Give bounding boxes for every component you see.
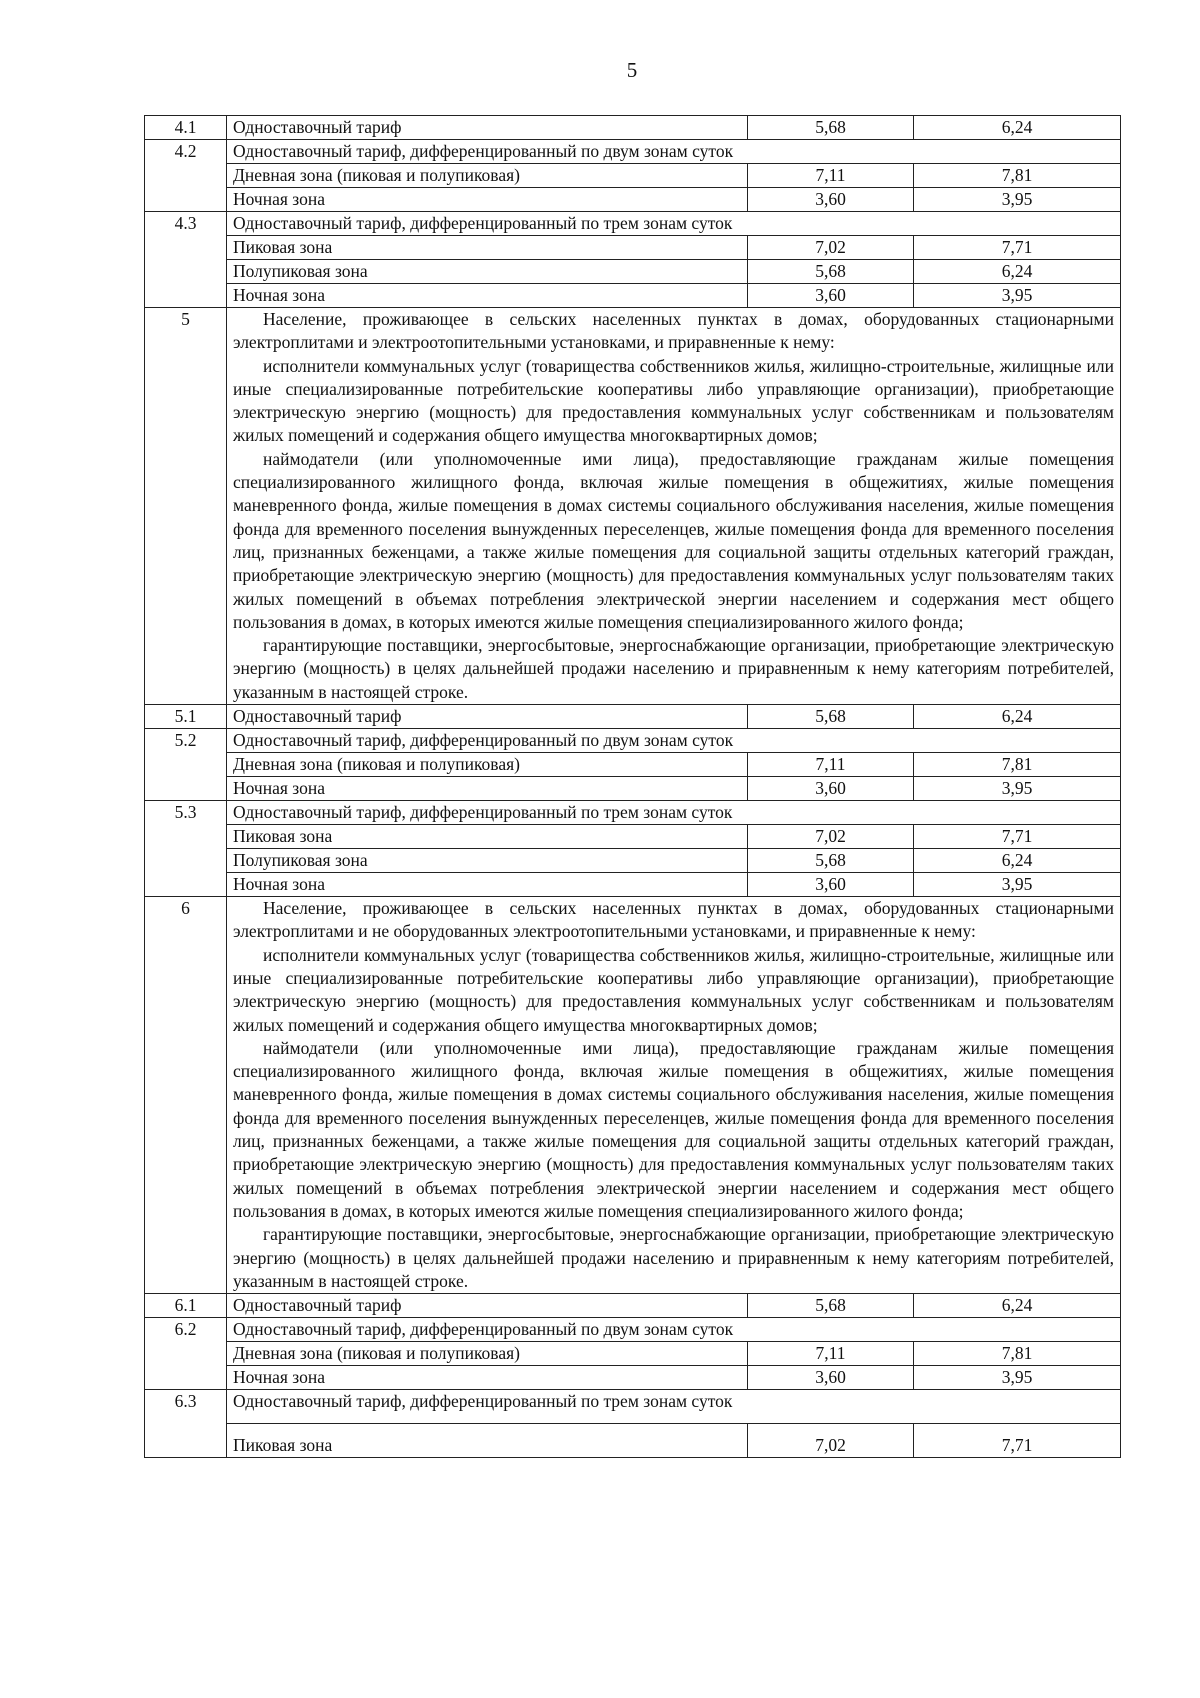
- table-row: [145, 801, 1121, 825]
- row-label: Одноставочный тариф, дифференцированный по двум зонам суток: [227, 140, 1121, 164]
- value-col2: 6,24: [914, 705, 1121, 729]
- value-col1: 5,68: [748, 116, 914, 140]
- value-col1: 5,68: [748, 849, 914, 873]
- value-col2: 7,81: [914, 1342, 1121, 1366]
- paragraph: исполнители коммунальных услуг (товарищества собственников жилья, жилищно-строительные, жилищные или иные специализированные потребительские кооперативы либо управляющие организации), приобретающие электрическую энергию (мощность) для предоставления коммунальных услуг собственникам и пользователям жилых помещений и содержания общего имущества многоквартирных домов;: [233, 355, 1114, 446]
- value-col1: 7,11: [748, 1342, 914, 1366]
- value-col2: 3,95: [914, 188, 1121, 212]
- value-col2: 6,24: [914, 849, 1121, 873]
- table-row: [145, 849, 1121, 873]
- row-number: 5.1: [145, 705, 227, 729]
- value-col2: 3,95: [914, 284, 1121, 308]
- table-row: [145, 705, 1121, 729]
- table-row: [145, 140, 1121, 164]
- page-number: 5: [626, 58, 638, 82]
- value-col1: 3,60: [748, 777, 914, 801]
- row-label: Полупиковая зона: [227, 849, 748, 873]
- row-label: Ночная зона: [227, 1366, 748, 1390]
- table-row: [145, 284, 1121, 308]
- table-row: [145, 212, 1121, 236]
- value-col1: 3,60: [748, 873, 914, 897]
- table-row: [145, 1294, 1121, 1318]
- value-col2: 6,24: [914, 1294, 1121, 1318]
- row-label: Одноставочный тариф: [227, 1294, 748, 1318]
- table-row: [145, 897, 1121, 1294]
- value-col2: 6,24: [914, 116, 1121, 140]
- value-col1: 7,02: [748, 825, 914, 849]
- table-row: [145, 873, 1121, 897]
- row-number: 4.3: [145, 212, 227, 308]
- value-col1: 7,11: [748, 753, 914, 777]
- value-col2: 6,24: [914, 260, 1121, 284]
- table-row: [145, 1366, 1121, 1390]
- row-number: 4.1: [145, 116, 227, 140]
- row-label: Полупиковая зона: [227, 260, 748, 284]
- table-row: [145, 1390, 1121, 1424]
- value-col1: 5,68: [748, 705, 914, 729]
- row-label: Ночная зона: [227, 284, 748, 308]
- row-label: Ночная зона: [227, 777, 748, 801]
- value-col2: 3,95: [914, 1366, 1121, 1390]
- row-number: 6.3: [145, 1390, 227, 1458]
- value-col1: 7,02: [748, 236, 914, 260]
- table-row: [145, 1424, 1121, 1458]
- table-row: [145, 1342, 1121, 1366]
- value-col1: 3,60: [748, 284, 914, 308]
- row-label: Одноставочный тариф, дифференцированный по двум зонам суток: [227, 1318, 1121, 1342]
- row-label: Пиковая зона: [227, 825, 748, 849]
- tariff-table: [144, 115, 1121, 1458]
- value-col2: 7,81: [914, 753, 1121, 777]
- paragraph: гарантирующие поставщики, энергосбытовые, энергоснабжающие организации, приобретающие электрическую энергию (мощность) в целях дальнейшей продажи населению и приравненным к нему категориям потребителей, указанным в настоящей строке.: [233, 635, 1114, 702]
- row-label: Ночная зона: [227, 873, 748, 897]
- table-row: [145, 729, 1121, 753]
- row-number: 4.2: [145, 140, 227, 212]
- value-col2: 7,81: [914, 164, 1121, 188]
- row-label: Дневная зона (пиковая и полупиковая): [227, 164, 748, 188]
- table-row: [145, 777, 1121, 801]
- table-row: [145, 308, 1121, 705]
- row-number: 6.2: [145, 1318, 227, 1390]
- value-col1: 5,68: [748, 260, 914, 284]
- row-label: Пиковая зона: [227, 236, 748, 260]
- value-col1: 7,02: [748, 1424, 914, 1458]
- section-description: [227, 308, 1121, 705]
- paragraph: Население, проживающее в сельских населенных пунктах в домах, оборудованных стационарными электроплитами и не оборудованных электроотопительными установками, и приравненные к нему:: [233, 898, 1114, 942]
- row-label: Пиковая зона: [227, 1424, 748, 1458]
- row-number: 5: [145, 308, 227, 705]
- row-label: Одноставочный тариф, дифференцированный по трем зонам суток: [227, 1390, 1121, 1424]
- paragraph: гарантирующие поставщики, энергосбытовые, энергоснабжающие организации, приобретающие электрическую энергию (мощность) в целях дальнейшей продажи населению и приравненным к нему категориям потребителей, указанным в настоящей строке.: [233, 1224, 1114, 1291]
- row-label: Дневная зона (пиковая и полупиковая): [227, 1342, 748, 1366]
- row-number: 5.2: [145, 729, 227, 801]
- paragraph: наймодатели (или уполномоченные ими лица), предоставляющие гражданам жилые помещения специализированного жилищного фонда, включая жилые помещения в общежитиях, жилые помещения маневренного фонда, жилые помещения в домах системы социального обслуживания населения, жилые помещения фонда для временного поселения вынужденных переселенцев, жилые помещения фонда для временного поселения лиц, признанных беженцами, а также жилые помещения для социальной защиты отдельных категорий граждан, приобретающие электрическую энергию (мощность) для предоставления коммунальных услуг пользователям таких жилых помещений в объемах потребления электрической энергии населением и содержания мест общего пользования в домах, в которых имеются жилые помещения специализированного жилого фонда;: [233, 448, 1114, 632]
- row-number: 6.1: [145, 1294, 227, 1318]
- paragraph: наймодатели (или уполномоченные ими лица), предоставляющие гражданам жилые помещения специализированного жилищного фонда, включая жилые помещения в общежитиях, жилые помещения маневренного фонда, жилые помещения в домах системы социального обслуживания населения, жилые помещения фонда для временного поселения вынужденных переселенцев, жилые помещения фонда для временного поселения лиц, признанных беженцами, а также жилые помещения для социальной защиты отдельных категорий граждан, приобретающие электрическую энергию (мощность) для предоставления коммунальных услуг пользователям таких жилых помещений в объемах потребления электрической энергии населением и содержания мест общего пользования в домах, в которых имеются жилые помещения специализированного жилого фонда;: [233, 1037, 1114, 1221]
- table-row: [145, 188, 1121, 212]
- value-col1: 3,60: [748, 188, 914, 212]
- paragraph: Население, проживающее в сельских населенных пунктах в домах, оборудованных стационарными электроплитами и электроотопительными установками, и приравненные к нему:: [233, 309, 1114, 353]
- table-row: [145, 825, 1121, 849]
- row-number: 6: [145, 897, 227, 1294]
- row-label: Одноставочный тариф, дифференцированный по трем зонам суток: [227, 801, 1121, 825]
- row-label: Ночная зона: [227, 188, 748, 212]
- table-row: [145, 1318, 1121, 1342]
- value-col2: 7,71: [914, 825, 1121, 849]
- row-label: Одноставочный тариф, дифференцированный по трем зонам суток: [227, 212, 1121, 236]
- section-description: [227, 897, 1121, 1294]
- table-row: [145, 116, 1121, 140]
- row-label: Одноставочный тариф, дифференцированный по двум зонам суток: [227, 729, 1121, 753]
- table-row: [145, 236, 1121, 260]
- value-col1: 3,60: [748, 1366, 914, 1390]
- value-col2: 3,95: [914, 873, 1121, 897]
- row-label: Одноставочный тариф: [227, 116, 748, 140]
- value-col1: 5,68: [748, 1294, 914, 1318]
- table-row: [145, 260, 1121, 284]
- row-number: 5.3: [145, 801, 227, 897]
- row-label: Одноставочный тариф: [227, 705, 748, 729]
- table-row: [145, 753, 1121, 777]
- row-label: Дневная зона (пиковая и полупиковая): [227, 753, 748, 777]
- value-col2: 7,71: [914, 236, 1121, 260]
- value-col1: 7,11: [748, 164, 914, 188]
- table-row: [145, 164, 1121, 188]
- value-col2: 3,95: [914, 777, 1121, 801]
- value-col2: 7,71: [914, 1424, 1121, 1458]
- paragraph: исполнители коммунальных услуг (товарищества собственников жилья, жилищно-строительные, жилищные или иные специализированные потребительские кооперативы либо управляющие организации), приобретающие электрическую энергию (мощность) для предоставления коммунальных услуг собственникам и пользователям жилых помещений и содержания общего имущества многоквартирных домов;: [233, 944, 1114, 1035]
